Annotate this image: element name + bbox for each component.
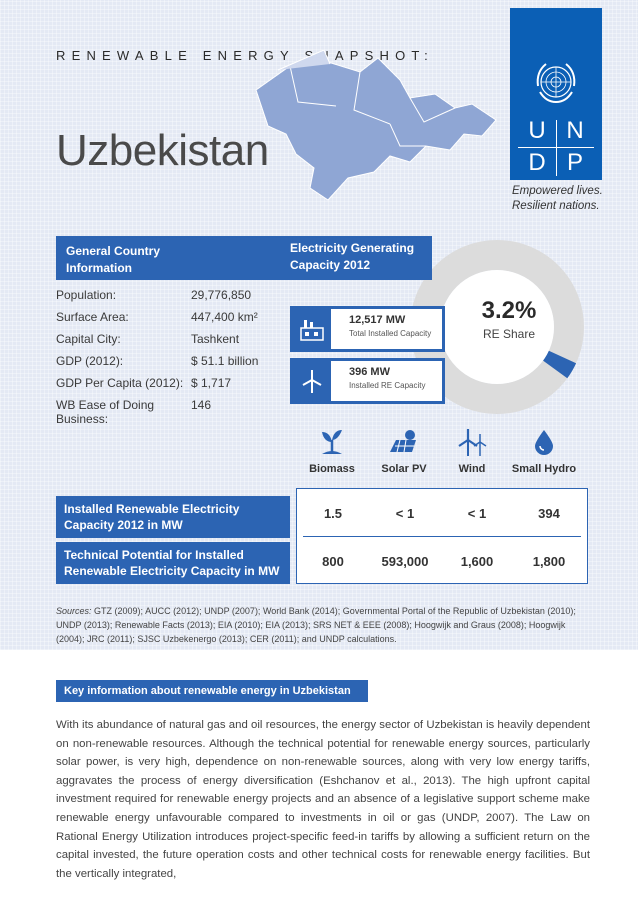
info-value: $ 51.1 billion bbox=[191, 354, 259, 368]
re-share bbox=[468, 297, 550, 341]
table-cell: 394 bbox=[538, 505, 560, 521]
info-value: Tashkent bbox=[191, 332, 240, 346]
tech-label: Wind bbox=[458, 463, 486, 475]
re-share-label: RE Share bbox=[482, 327, 536, 341]
donut-re-slice bbox=[555, 357, 562, 369]
wind-turbine-icon bbox=[293, 361, 331, 401]
info-value: 447,400 km² bbox=[191, 310, 258, 324]
capacity-table bbox=[296, 488, 588, 584]
table-cell: < 1 bbox=[395, 505, 415, 521]
info-row bbox=[56, 376, 301, 398]
water-drop-icon bbox=[528, 428, 560, 456]
re-capacity-card bbox=[290, 358, 445, 404]
sources-label: Sources: bbox=[56, 606, 92, 616]
info-key: GDP (2012): bbox=[56, 354, 124, 368]
info-value: 146 bbox=[191, 398, 212, 412]
wind-turbine-icon bbox=[456, 428, 488, 456]
info-row bbox=[56, 354, 301, 376]
logo-letter-d: D bbox=[528, 149, 546, 176]
info-row bbox=[56, 288, 301, 310]
installed-capacity-label: Installed Renewable Electricity Capacity 2012 in MW bbox=[64, 502, 240, 532]
capacity-heading bbox=[282, 236, 432, 280]
info-key: Capital City: bbox=[56, 332, 121, 346]
un-emblem-icon bbox=[532, 58, 580, 106]
total-capacity-card bbox=[290, 306, 445, 352]
total-capacity-value: 12,517 MW bbox=[349, 314, 406, 326]
info-row bbox=[56, 332, 301, 354]
key-info-heading: Key information about renewable energy in Uzbekistan bbox=[56, 680, 368, 702]
tech-hydro bbox=[509, 428, 579, 475]
tech-wind bbox=[437, 428, 507, 475]
biomass-icon bbox=[316, 428, 348, 456]
info-value: 29,776,850 bbox=[191, 288, 252, 302]
table-row bbox=[297, 537, 587, 585]
table-cell: 1.5 bbox=[323, 505, 343, 521]
general-info-table bbox=[56, 288, 301, 426]
key-info-text: With its abundance of natural gas and oil resources, the energy sector of Uzbekistan is heavily dependent on non-renewable resources. Although the technical potential for renewable energy sources, particularly solar power, is very high, dependence on non-renewable sources, along with very low energy tariffs, aggravates the process of energy diversification (Eshchanov et al., 2013). The high upfront capital investment required for renewable energy projects and an absence of a legislative support scheme make renewable energy unfavourable compared to investments in oil or gas (UNDP, 2007). The Law on Rational Energy Utilization introduces project-specific feed-in tariffs by allowing a sufficient return on the capital invested, the future operation costs and other technical costs for renewable energy facilities. But the vertically integrated, bbox=[56, 719, 590, 880]
info-key: GDP Per Capita (2012): bbox=[56, 376, 184, 390]
table-row bbox=[297, 489, 587, 537]
tech-label: Biomass bbox=[309, 463, 355, 475]
tech-label: Solar PV bbox=[381, 463, 427, 475]
table-cell: 1,800 bbox=[532, 553, 566, 569]
table-cell: < 1 bbox=[467, 505, 487, 521]
general-info-heading bbox=[56, 236, 288, 280]
table-cell: 1,600 bbox=[460, 553, 494, 569]
tagline bbox=[512, 184, 603, 214]
info-key: Surface Area: bbox=[56, 310, 129, 324]
power-plant-icon bbox=[293, 309, 331, 349]
re-capacity-value: 396 MW bbox=[349, 366, 390, 378]
country-map bbox=[250, 50, 510, 220]
re-capacity-label: Installed RE Capacity bbox=[349, 381, 426, 390]
logo-letter-u: U bbox=[528, 117, 546, 144]
tagline-line-2: Resilient nations. bbox=[512, 200, 600, 212]
technical-potential-heading bbox=[56, 542, 290, 584]
installed-capacity-heading bbox=[56, 496, 290, 538]
logo-letter-n: N bbox=[566, 117, 584, 144]
total-capacity-label: Total Installed Capacity bbox=[349, 329, 432, 338]
sources bbox=[56, 604, 590, 646]
info-row bbox=[56, 398, 301, 426]
general-info-heading-line-1: General Country bbox=[66, 244, 161, 258]
table-cell: 593,000 bbox=[381, 553, 429, 569]
capacity-heading-line-2: Capacity 2012 bbox=[290, 258, 371, 272]
tagline-line-1: Empowered lives. bbox=[512, 185, 603, 197]
technical-potential-label: Technical Potential for Installed Renewable Electricity Capacity in MW bbox=[64, 548, 280, 578]
re-share-value: 3.2% bbox=[481, 297, 537, 324]
logo-letter-p: P bbox=[566, 149, 583, 176]
map-shape bbox=[256, 58, 496, 200]
info-row bbox=[56, 310, 301, 332]
undp-logo bbox=[510, 8, 602, 180]
tech-solar bbox=[369, 428, 439, 475]
info-key: WB Ease of Doing Business: bbox=[56, 398, 155, 426]
tech-label: Small Hydro bbox=[511, 463, 577, 475]
sources-text: GTZ (2009); AUCC (2012); UNDP (2007); World Bank (2014); Governmental Portal of the Republic of Uzbekistan (2010); UNDP (2013); Renewable Facts (2013); EIA (2010); EIA (2013); SRS NET & EEE (2008); Hoogwijk and Graus (2008); Hoogwijk (2004); JRC (2011); SJSC Uzbekenergo (2013); CER (2011); and UNDP calculations. bbox=[56, 606, 576, 644]
info-value: $ 1,717 bbox=[191, 376, 232, 390]
general-info-heading-line-2: Information bbox=[66, 261, 132, 275]
info-key: Population: bbox=[56, 288, 117, 302]
country-title: Uzbekistan bbox=[56, 126, 269, 175]
capacity-heading-line-1: Electricity Generating bbox=[290, 241, 415, 255]
snapshot-label: RENEWABLE ENERGY SNAPSHOT: bbox=[56, 48, 434, 63]
table-cell: 800 bbox=[322, 553, 344, 569]
solar-panel-icon bbox=[386, 428, 422, 456]
tech-biomass bbox=[297, 428, 367, 475]
